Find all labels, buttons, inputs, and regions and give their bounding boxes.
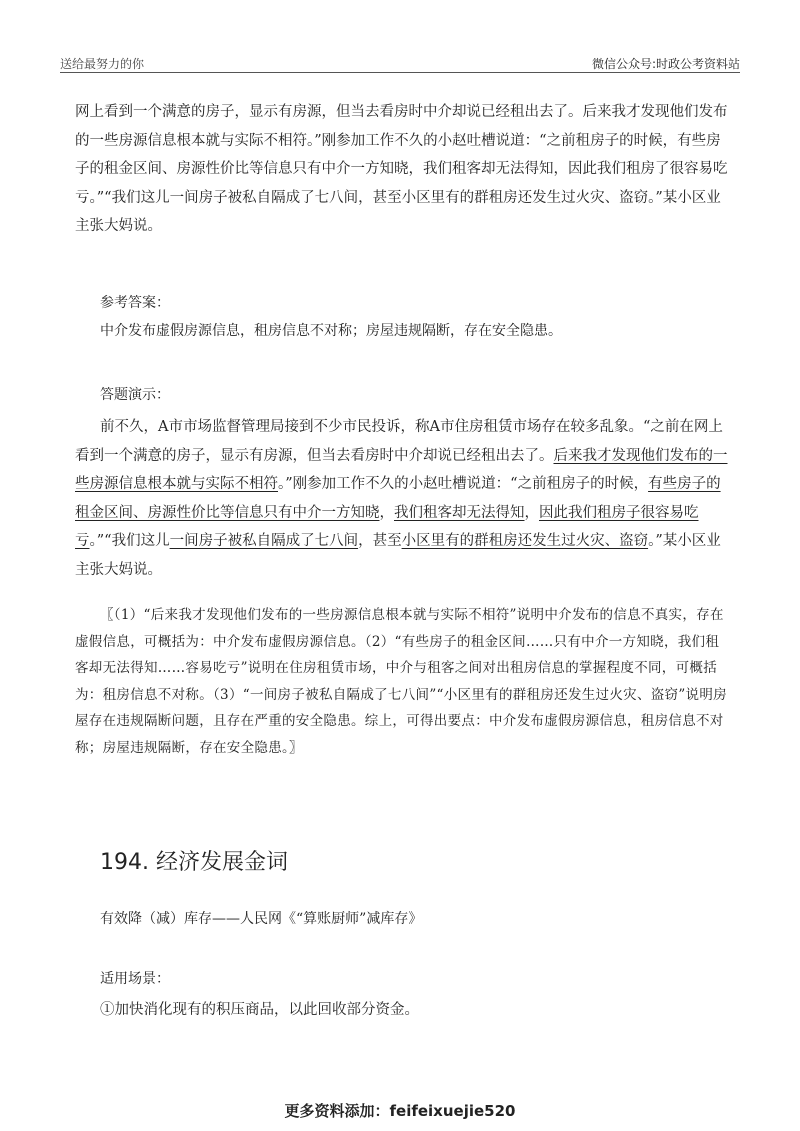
underlined-phrase: 我们租客却无法得知: [394, 504, 525, 521]
scene-label: 适用场景：: [100, 971, 170, 987]
footer-text: 更多资料添加：feifeixuejie520: [284, 1102, 516, 1120]
text-segment: ，: [524, 504, 539, 521]
underlined-phrase: 后来我才发现他们发布的一些房源信息根本就与实际不相符: [75, 447, 728, 492]
demo-paragraph: [75, 413, 730, 584]
text-segment: 。”刚参加工作不久的小赵吐槽说道：“之前租房子的时候，: [278, 476, 649, 492]
text-segment: 。”“我们这儿: [89, 533, 170, 549]
page-header: [60, 52, 740, 73]
underlined-phrase: 小区里有的群租房还发生过火灾、盗窃: [401, 533, 649, 549]
text-segment: ，甚至: [358, 533, 402, 549]
text-segment: ，: [379, 504, 394, 521]
header-left-text: 送给最努力的你: [60, 57, 145, 71]
reference-answer-label: 参考答案：: [100, 295, 170, 311]
demo-label: 答题演示：: [100, 387, 170, 403]
text-segment: 前不久，A市市场监督管理局接到不少市民投诉，称A市住房租赁市场存在较多乱象。“之前在网上看到一个满意的房子，显示有房源，但当去看房时中介却说已经租出去了。: [75, 419, 723, 464]
underlined-phrase: 因此我们租房子很容易吃亏: [75, 504, 699, 549]
intro-paragraph: 网上看到一个满意的房子，显示有房源，但当去看房时中介却说已经租出去了。后来我才发现他们发布的一些房源信息根本就与实际不相符。”刚参加工作不久的小赵吐槽说道：“之前租房子的时候，有些房子的租金区间、房源性价比等信息只有中介一方知晓，我们租客却无法得知，因此我们租房了很容易吃亏。”“我们这儿一间房子被私自隔成了七八间，甚至小区里有的群租房还发生过火灾、盗窃。”某小区业主张大妈说。: [75, 104, 728, 234]
scene-item: ①加快消化现有的积压商品，以此回收部分资金。: [100, 1002, 419, 1018]
header-right-text: 微信公众号:时政公考资料站: [591, 57, 740, 71]
underlined-phrase: 一间房子被私自隔成了七八间: [169, 533, 359, 549]
section-title: 194. 经济发展金词: [100, 850, 288, 875]
text-segment: 。”某小区业主张大妈说。: [75, 533, 721, 578]
explanation-paragraph: 〖（1）“后来我才发现他们发布的一些房源信息根本就与实际不相符”说明中介发布的信息不真实，存在虚假信息，可概括为：中介发布虚假房源信息。（2）“有些房子的租金区间……只有中介一方知晓，我们租客却无法得知……容易吃亏”说明在住房租赁市场，中介与租客之间对出租房信息的掌握程度不同，可概括为：租房信息不对称。（3）“一间房子被私自隔成了七八间”“小区里有的群租房还发生过火灾、盗窃”说明房屋存在违规隔断问题，且存在严重的安全隐患。综上，可得出要点：中介发布虚假房源信息，租房信息不对称；房屋违规隔断，存在安全隐患。〗: [75, 607, 727, 756]
underlined-phrase: 有些房子的租金区间、房源性价比等信息只有中介一方知晓: [75, 476, 721, 521]
reference-answer-text: 中介发布虚假房源信息，租房信息不对称；房屋违规隔断，存在安全隐患。: [100, 323, 562, 339]
section-quote: 有效降（减）库存——人民网《“算账厨师”减库存》: [100, 911, 423, 927]
